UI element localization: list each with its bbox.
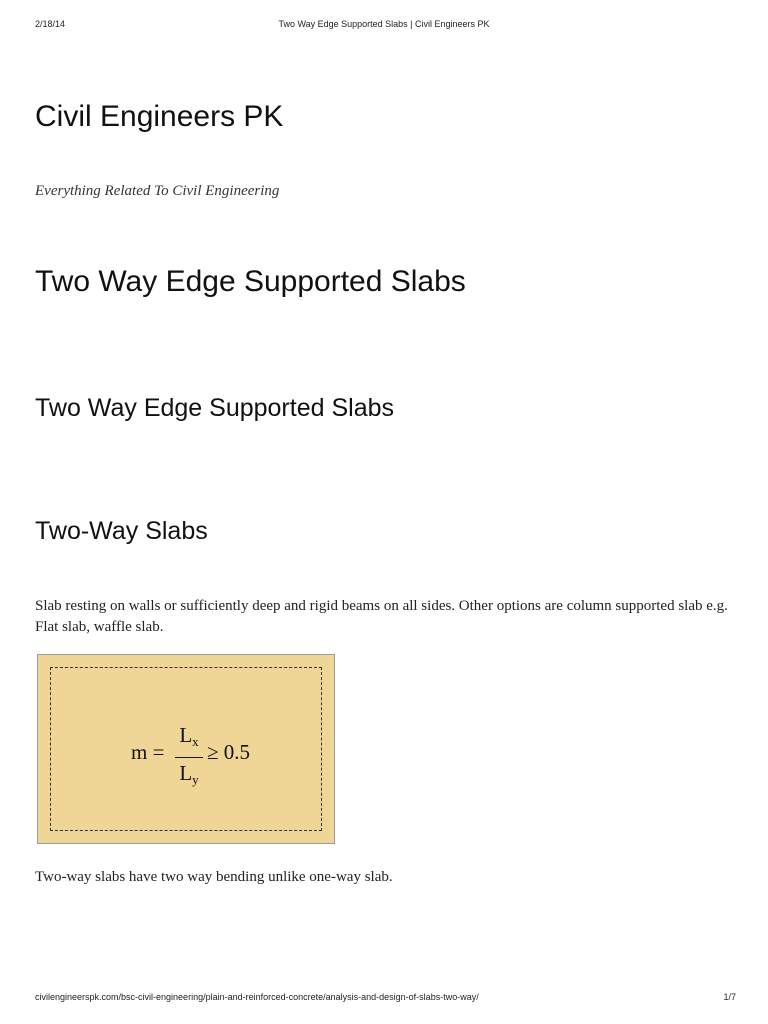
- formula-figure: [37, 654, 335, 844]
- print-date: 2/18/14: [35, 19, 66, 29]
- numerator-subscript: x: [192, 734, 199, 749]
- formula-rhs: ≥ 0.5: [207, 740, 251, 764]
- site-title[interactable]: Civil Engineers PK: [35, 100, 284, 133]
- site-tagline: Everything Related To Civil Engineering: [35, 183, 280, 199]
- post-title: Two Way Edge Supported Slabs: [35, 265, 466, 298]
- formula-lhs: m =: [131, 740, 165, 764]
- print-url: civilengineerspk.com/bsc-civil-engineering/plain-and-reinforced-concrete/analysis-and-design-of-slabs-two-way/: [35, 992, 479, 1002]
- formula-denominator: [175, 760, 203, 793]
- print-page-title: Two Way Edge Supported Slabs | Civil Engineers PK: [278, 19, 490, 29]
- section-heading: Two Way Edge Supported Slabs: [35, 394, 394, 422]
- formula-fraction: [175, 722, 203, 793]
- formula-numerator: [175, 722, 203, 755]
- denominator-subscript: y: [192, 772, 199, 787]
- page-number: 1/7: [723, 992, 736, 1002]
- denominator-base: L: [179, 761, 193, 785]
- subsection-heading: Two-Way Slabs: [35, 517, 208, 545]
- body-paragraph-2: Two-way slabs have two way bending unlike one-way slab.: [35, 869, 393, 885]
- body-paragraph-1: Slab resting on walls or sufficiently deep and rigid beams on all sides. Other options are column supported slab e.g. Flat slab, waffle slab.: [35, 598, 728, 635]
- fraction-bar: [175, 757, 203, 758]
- numerator-base: L: [179, 723, 193, 747]
